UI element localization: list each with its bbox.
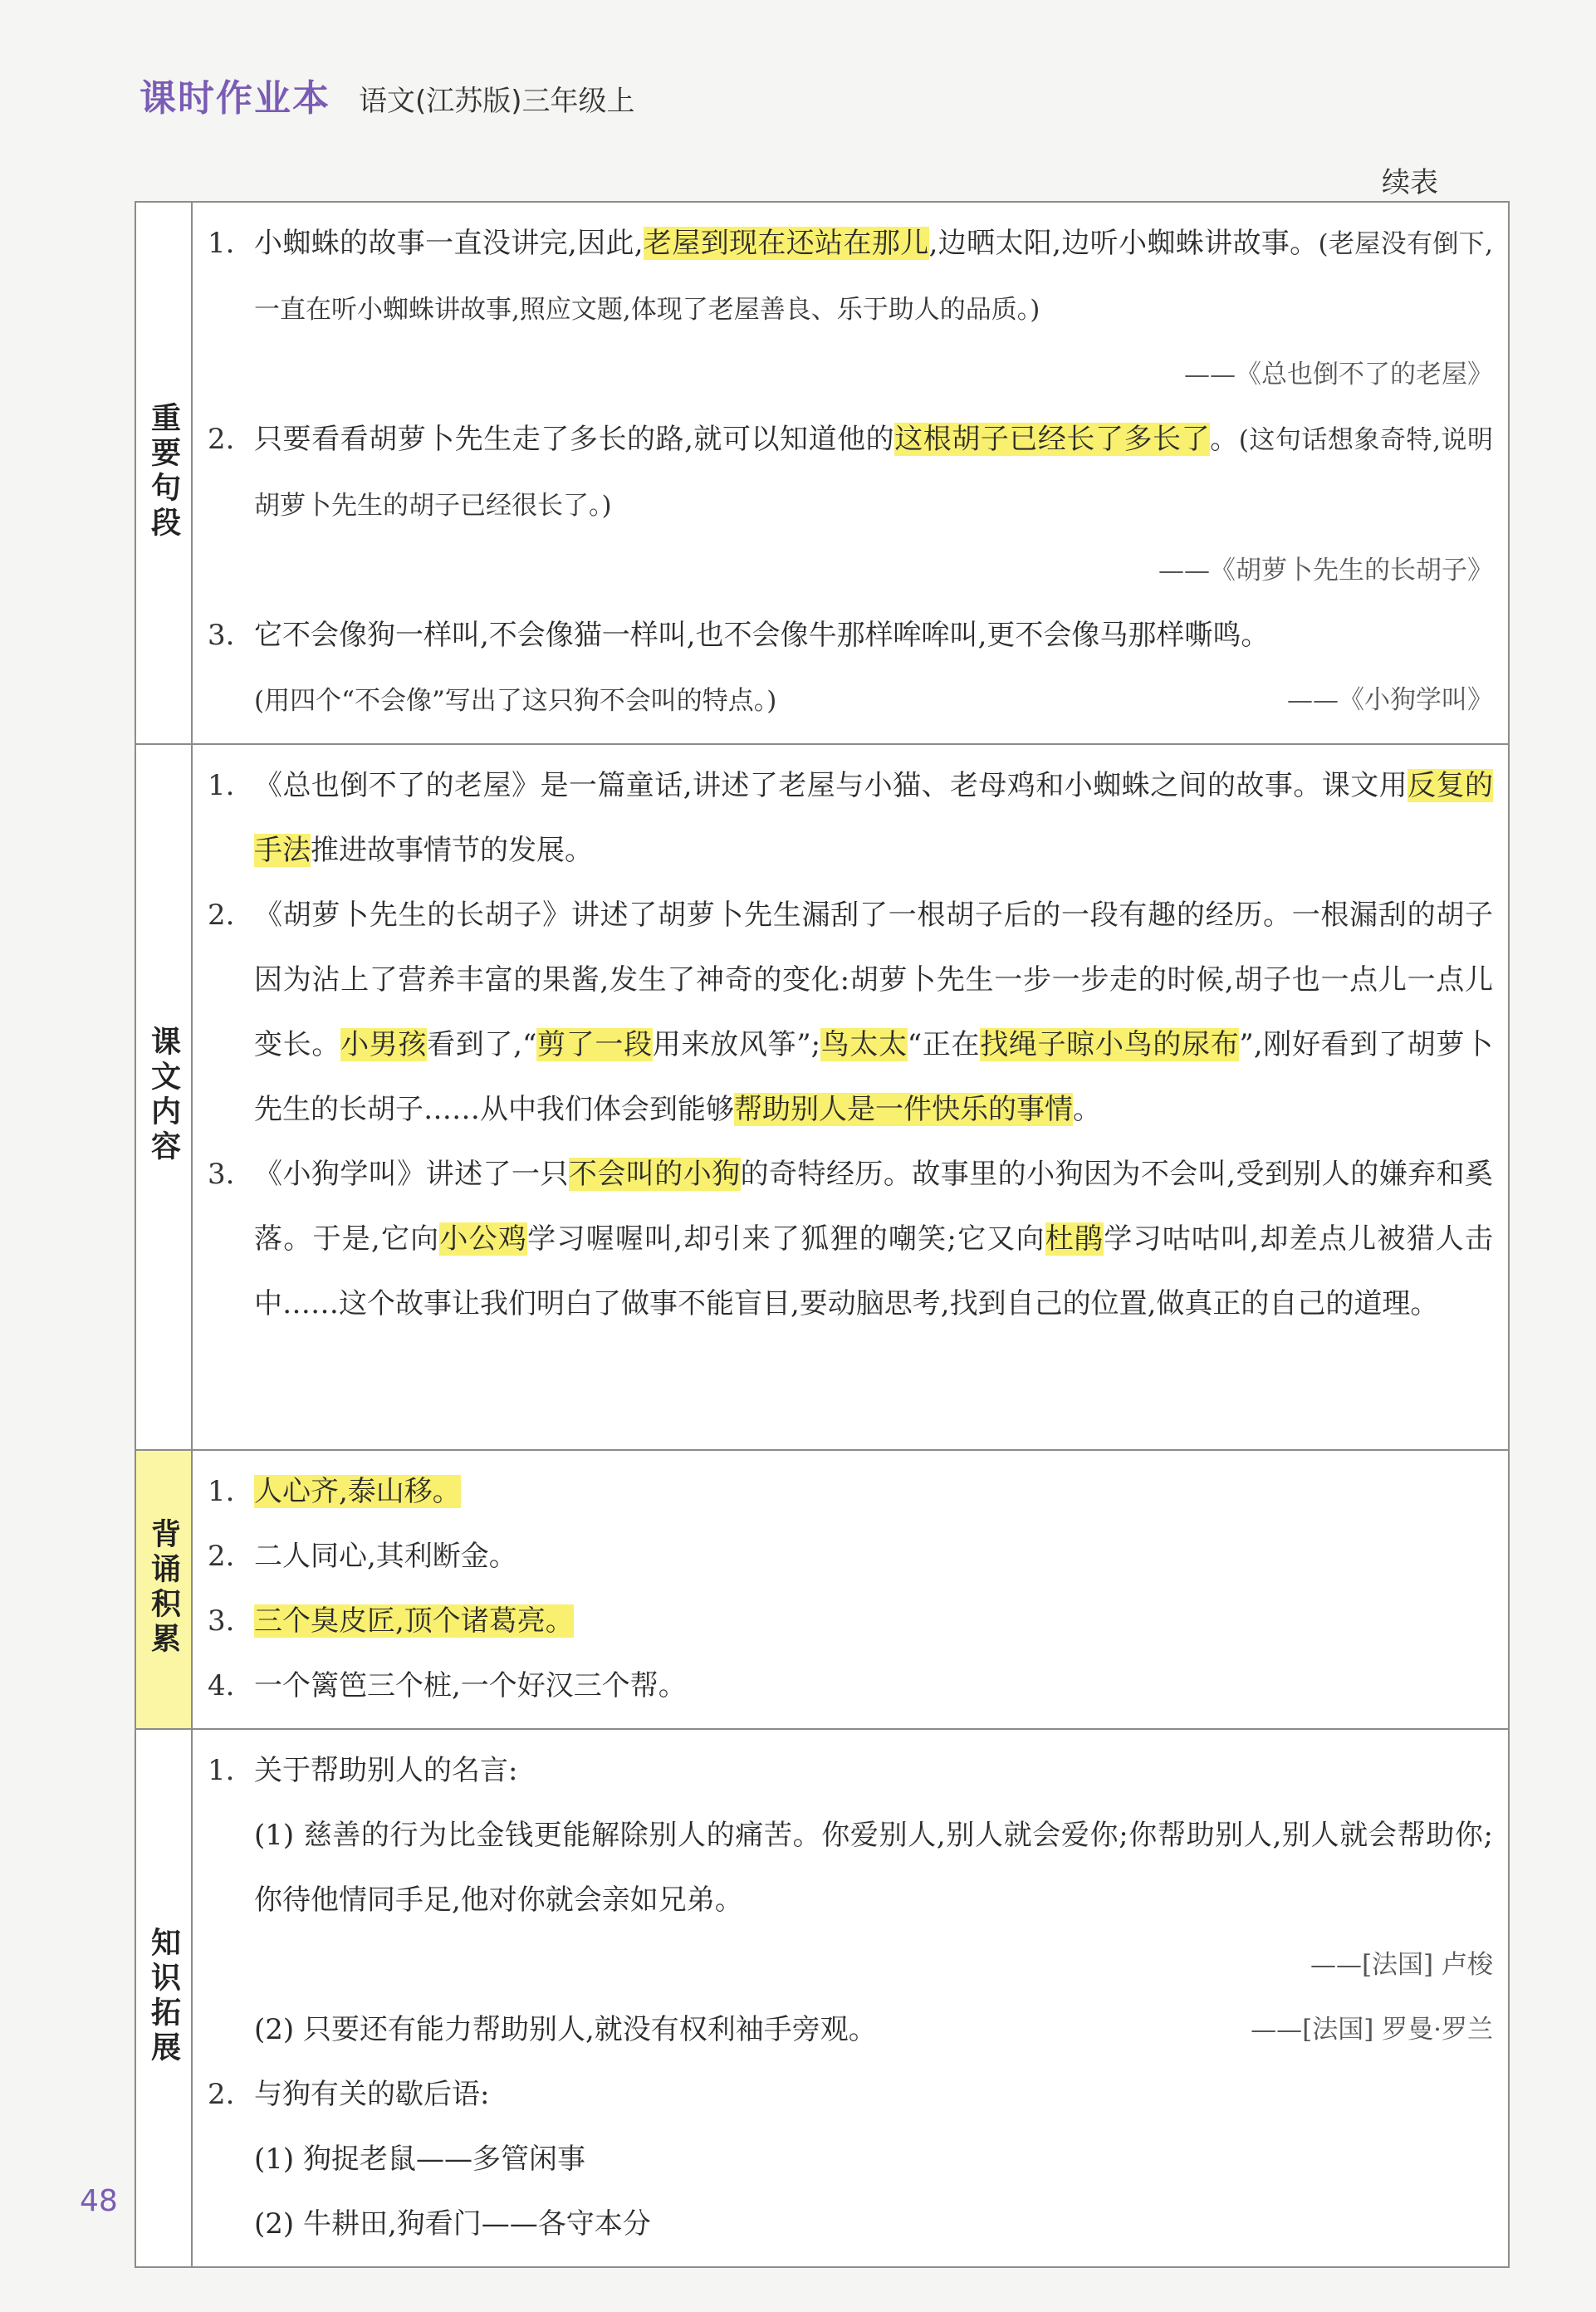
category-cell: [135, 202, 192, 744]
item-body: 二人同心,其利断金。: [254, 1540, 517, 1573]
item-body: 一个篱笆三个桩,一个好汉三个帮。: [254, 1669, 687, 1702]
section-extend: [135, 1729, 1509, 2267]
proverb-text: (2) 牛耕田,狗看门——各守本分: [254, 2207, 651, 2241]
item-text: 只要看看胡萝卜先生走了多长的路,就可以知道他的: [254, 423, 895, 456]
highlight-text: 人心齐,泰山移。: [254, 1475, 461, 1508]
item-text: 看到了,“: [427, 1028, 537, 1061]
list-item: [208, 753, 1493, 883]
item-number: 2.: [208, 899, 235, 932]
highlight-text: 杜鹃: [1045, 1222, 1104, 1256]
section-content: [192, 1450, 1509, 1729]
item-text: 推进故事情节的发展。: [311, 834, 593, 867]
item-text: 。: [1073, 1093, 1101, 1126]
item-body: [254, 1459, 1493, 1524]
item-number: 2.: [208, 1540, 235, 1573]
category-label: 课文内容: [146, 1026, 181, 1165]
book-brand: 课时作业本: [140, 77, 330, 120]
highlight-text: 反复的手法: [254, 769, 1494, 867]
list-item: [208, 1524, 1493, 1589]
item-text: 学习咕咕叫,却差点儿被猎人击中……这个故事让我们明白了做事不能盲目,要动脑思考,找到自己的位置,做真正的自己的道理。: [254, 1222, 1494, 1320]
item-number: 3.: [208, 1158, 235, 1191]
item-text: 它不会像狗一样叫,不会像猫一样叫,也不会像牛那样哞哞叫,更不会像马那样嘶鸣。: [254, 619, 1270, 652]
list-item: [208, 1459, 1493, 1524]
item-note: (用四个“不会像”写出了这只狗不会叫的特点。): [254, 686, 777, 716]
proverb-text: (1) 狗捉老鼠——多管闲事: [254, 2143, 585, 2176]
highlight-text: 小男孩: [340, 1028, 428, 1061]
section-content: [192, 202, 1509, 744]
quote-text: (2) 只要还有能力帮助别人,就没有权利袖手旁观。: [254, 2013, 877, 2046]
item-title: 与狗有关的歇后语:: [254, 2078, 490, 2111]
list-item: [208, 2062, 1493, 2256]
highlight-text: 老屋到现在还站在那儿: [643, 227, 929, 260]
section-content-summary: [135, 744, 1509, 1450]
list-item: [208, 211, 1493, 407]
list-item: [208, 1738, 1493, 2062]
item-text: 《小狗学叫》讲述了一只: [254, 1158, 569, 1191]
list-item: [208, 1653, 1493, 1718]
source-citation: ——《小狗学叫》: [1287, 685, 1493, 715]
list-item: [208, 883, 1493, 1142]
item-body: [254, 1142, 1493, 1336]
item-text: 学习喔喔叫,却引来了狐狸的嘲笑;它又向: [527, 1222, 1045, 1256]
item-body: [254, 1589, 1493, 1653]
highlight-text: 鸟太太: [820, 1028, 908, 1061]
category-label: 背诵积累: [146, 1518, 181, 1658]
item-number: 3.: [208, 619, 235, 652]
section-content: [192, 744, 1509, 1450]
book-subject: 语文(江苏版)三年级上: [359, 85, 635, 118]
item-body: [254, 753, 1493, 883]
item-note: (老屋没有倒下,一直在听小蜘蛛讲故事,照应文题,体现了老屋善良、乐于助人的品质。): [254, 229, 1493, 325]
item-number: 1.: [208, 769, 235, 802]
item-note: (这句话想象奇特,说明胡萝卜先生的胡子已经很长了。): [254, 425, 1494, 521]
item-text: 《总也倒不了的老屋》是一篇童话,讲述了老屋与小猫、老母鸡和小蜘蛛之间的故事。课文用: [254, 769, 1408, 802]
item-text: 。: [1210, 423, 1239, 456]
item-body: [254, 883, 1493, 1142]
category-cell: [135, 744, 192, 1450]
source-citation: ——[法国] 卢梭: [1310, 1950, 1493, 1980]
list-item: [208, 603, 1493, 733]
section-content: [192, 1729, 1509, 2267]
item-number: 1.: [208, 1475, 235, 1508]
category-cell: [135, 1450, 192, 1729]
source-citation: ——《胡萝卜先生的长胡子》: [1158, 556, 1493, 585]
item-number: 4.: [208, 1669, 235, 1702]
category-label: 重要句段: [146, 401, 181, 541]
item-text: ,边晒太阳,边听小蜘蛛讲故事。: [928, 227, 1319, 260]
highlight-text: 找绳子晾小鸟的尿布: [980, 1028, 1240, 1061]
highlight-text: 剪了一段: [536, 1028, 653, 1061]
page-header: [140, 68, 635, 121]
item-number: 3.: [208, 1604, 235, 1638]
category-cell: [135, 1729, 192, 2267]
item-number: 1.: [208, 1754, 235, 1787]
section-recite: [135, 1450, 1509, 1729]
section-important: [135, 202, 1509, 744]
item-body: [254, 407, 1493, 603]
item-title: 关于帮助别人的名言:: [254, 1754, 518, 1787]
item-text: 用来放风筝”;: [652, 1028, 821, 1061]
list-item: [208, 1142, 1493, 1336]
item-number: 2.: [208, 423, 235, 456]
page-number: 48: [80, 2184, 118, 2218]
item-text: 小蜘蛛的故事一直没讲完,因此,: [254, 227, 644, 260]
item-body: [254, 603, 1493, 733]
item-number: 1.: [208, 227, 235, 260]
highlight-text: 这根胡子已经长了多长了: [894, 423, 1211, 456]
item-body: [254, 211, 1493, 407]
list-item: [208, 1589, 1493, 1653]
highlight-text: 小公鸡: [439, 1222, 528, 1256]
highlight-text: 帮助别人是一件快乐的事情: [734, 1093, 1073, 1126]
item-text: “正在: [907, 1028, 981, 1061]
item-number: 2.: [208, 2078, 235, 2111]
item-text: 《胡萝卜先生的长胡子》讲述了胡萝卜先生漏刮了一根胡子后的一段有趣的经历。一根漏刮的胡子因为沾上了营养丰富的果酱,发生了神奇的变化:胡萝卜先生一步一步走的时候,胡子也一点儿一点儿变长。: [254, 899, 1493, 1061]
item-body: [254, 1738, 1493, 2062]
highlight-text: 三个臭皮匠,顶个诸葛亮。: [254, 1604, 574, 1638]
continued-label: 续表: [1382, 166, 1438, 199]
item-text: 的奇特经历。故事里的小狗因为不会叫,受到别人的嫌弃和奚落。于是,它向: [254, 1158, 1494, 1256]
item-text: ”,刚好看到了胡萝卜先生的长胡子……从中我们体会到能够: [254, 1028, 1494, 1126]
study-table: [135, 201, 1510, 2268]
quote-text: (1) 慈善的行为比金钱更能解除别人的痛苦。你爱别人,别人就会爱你;你帮助别人,别人就会帮助你;你待他情同手足,他对你就会亲如兄弟。: [254, 1819, 1493, 1917]
item-body: [254, 2062, 1493, 2256]
highlight-text: 不会叫的小狗: [568, 1158, 741, 1191]
category-label: 知识拓展: [146, 1927, 181, 2066]
source-citation: ——[法国] 罗曼·罗兰: [1251, 2015, 1493, 2045]
source-citation: ——《总也倒不了的老屋》: [1184, 360, 1493, 389]
list-item: [208, 407, 1493, 603]
